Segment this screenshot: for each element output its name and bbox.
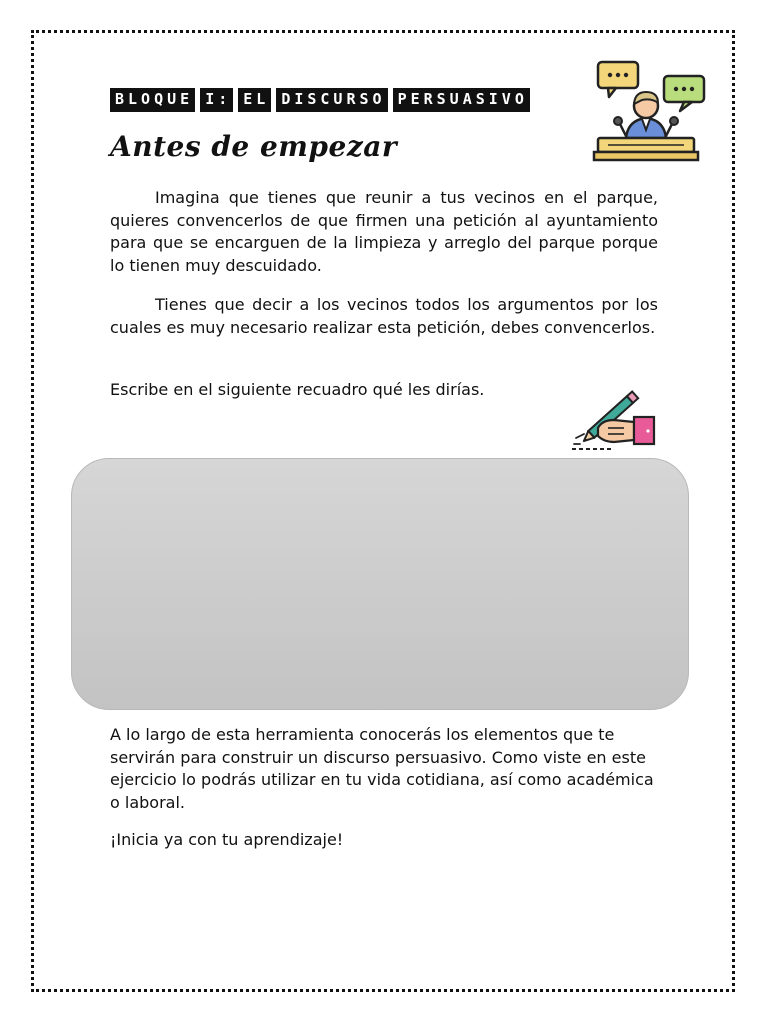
block-word: DISCURSO [276,88,387,112]
block-word: EL [238,88,271,112]
block-word: PERSUASIVO [393,88,530,112]
instruction-text: Escribe en el siguiente recuadro qué les dirías. [110,380,485,399]
speaker-podium-icon [588,58,708,173]
intro-paragraph: Imagina que tienes que reunir a tus vecinos en el parque, quieres convencerlos de que firmen una petición al ayuntamiento para que se encarguen de la limpieza y arreglo del parque porque lo tienen muy descuidado. [110,188,658,275]
block-word: I: [200,88,233,112]
block-word: BLOQUE [110,88,195,112]
answer-box[interactable] [71,458,689,710]
arguments-paragraph: Tienes que decir a los vecinos todos los argumentos por los cuales es muy necesario realizar esta petición, debes convencerlos. [110,295,658,337]
hand-writing-pencil-icon [568,390,660,452]
closing-call-to-action: ¡Inicia ya con tu aprendizaje! [110,830,344,849]
page-title: Antes de empezar [110,130,398,163]
block-label [110,88,530,112]
closing-paragraph: A lo largo de esta herramienta conocerás los elementos que te servirán para construir un discurso persuasivo. Como viste en este ejercicio lo podrás utilizar en tu vida cotidiana, así como académica o laboral. [110,725,654,812]
